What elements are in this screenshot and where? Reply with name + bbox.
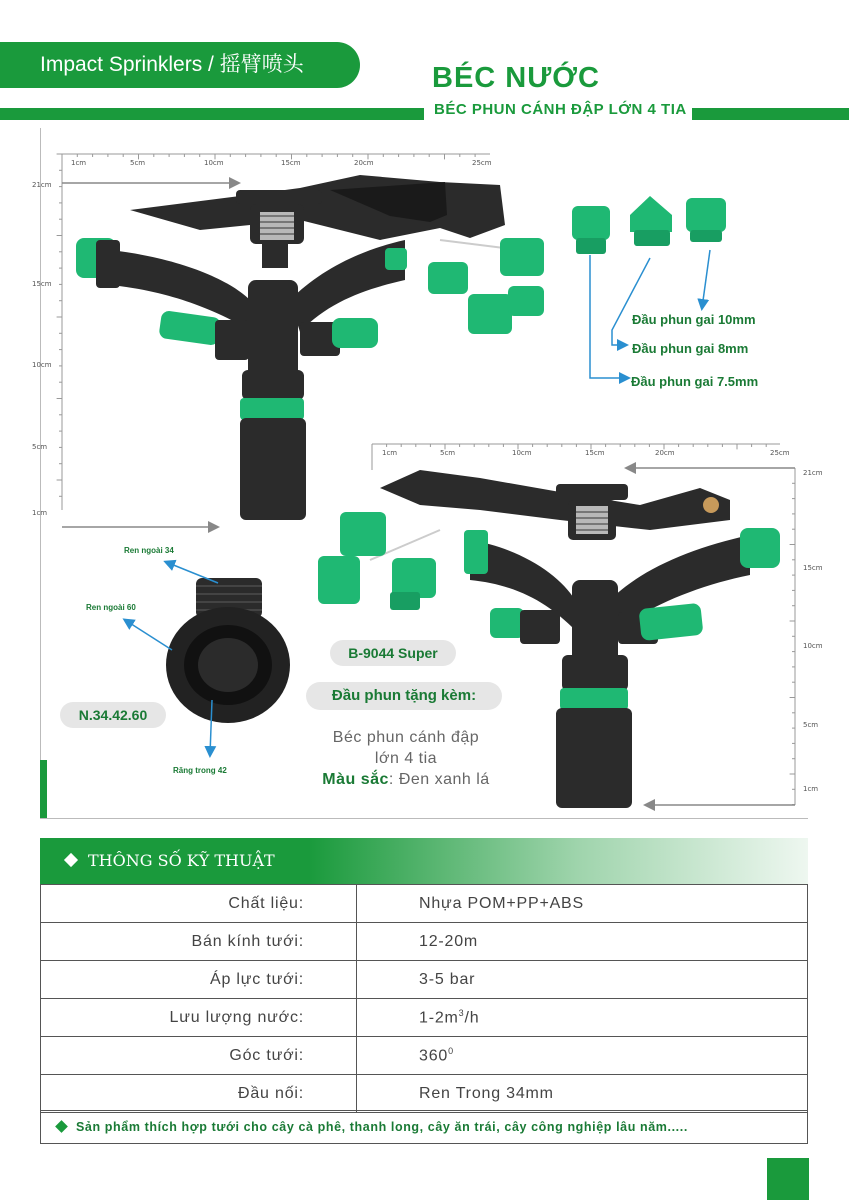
adapter-label-outer-60: Ren ngoài 60 [86, 603, 136, 612]
spec-table [40, 884, 808, 1113]
ruler-label: 5cm [803, 721, 819, 729]
adapter-pointer-arrow [125, 620, 172, 650]
ruler-label: 1cm [382, 449, 398, 457]
product-description [296, 729, 516, 789]
ruler-label: 1cm [71, 159, 87, 167]
spec-footer [40, 1110, 808, 1144]
table-row [41, 923, 808, 961]
ruler-label: 20cm [354, 159, 374, 167]
ruler-label: 5cm [32, 443, 48, 451]
ruler-label: 10cm [803, 642, 823, 650]
nozzle-tips-cluster-top [428, 238, 544, 334]
spec-value-suffix: /h [464, 1009, 480, 1027]
nozzle-tips-cluster-bottom [318, 512, 440, 610]
spec-key: Chất liệu: [41, 885, 357, 923]
spec-value: 12-20m [357, 923, 808, 961]
tip-label-10mm: Đầu phun gai 10mm [632, 312, 756, 327]
product-color [296, 771, 516, 789]
spec-key: Lưu lượng nước: [41, 999, 357, 1037]
spec-key: Bán kính tưới: [41, 923, 357, 961]
page-subtitle: BÉC PHUN CÁNH ĐẬP LỚN 4 TIA [434, 101, 687, 118]
table-row [41, 999, 808, 1037]
ruler-label: 10cm [512, 449, 532, 457]
nozzle-tip-8mm [630, 196, 672, 246]
spec-heading [40, 838, 808, 884]
tip-pointer-arrow [612, 258, 650, 345]
diamond-icon [55, 1120, 68, 1133]
color-label: Màu sắc [322, 771, 389, 788]
nozzle-tip-7-5mm [686, 198, 726, 242]
spec-value [357, 999, 808, 1037]
spec-value-sup: 0 [448, 1045, 454, 1056]
tip-pointer-arrow [702, 250, 710, 308]
ruler-label: 1cm [803, 785, 819, 793]
included-tips-badge: Đầu phun tặng kèm: [306, 682, 502, 710]
spec-heading-text: THÔNG SỐ KỸ THUẬT [88, 851, 275, 870]
ruler-label: 20cm [655, 449, 675, 457]
table-row [41, 1075, 808, 1113]
spec-value: Ren Trong 34mm [357, 1075, 808, 1113]
ruler-label: 10cm [32, 361, 52, 369]
spec-key: Đầu nối: [41, 1075, 357, 1113]
spec-key: Góc tưới: [41, 1037, 357, 1075]
spec-value: Nhựa POM+PP+ABS [357, 885, 808, 923]
spec-key: Áp lực tưới: [41, 961, 357, 999]
ruler-label: 15cm [281, 159, 301, 167]
ruler-label: 21cm [803, 469, 823, 477]
thread-adapter-image [166, 578, 290, 723]
ruler-label: 10cm [204, 159, 224, 167]
spec-value-main: 360 [419, 1047, 449, 1065]
model-badge: B-9044 Super [330, 640, 456, 666]
adapter-label-outer-34: Ren ngoài 34 [124, 546, 174, 555]
ruler-label: 25cm [770, 449, 790, 457]
sprinkler-image-front [76, 175, 505, 520]
adapter-code-badge: N.34.42.60 [60, 702, 166, 728]
adapter-label-inner-42: Răng trong 42 [173, 766, 227, 775]
ruler-label: 5cm [130, 159, 146, 167]
nozzle-tip-10mm [572, 206, 610, 254]
diamond-icon [64, 852, 78, 866]
description-line-1: Béc phun cánh đập [332, 729, 480, 746]
corner-accent [767, 1158, 809, 1200]
table-row [41, 885, 808, 923]
ruler-label: 25cm [472, 159, 492, 167]
ruler-label: 1cm [32, 509, 48, 517]
ruler-label: 15cm [585, 449, 605, 457]
spec-value-main: 1-2m [419, 1009, 459, 1027]
page-title: BÉC NƯỚC [432, 62, 600, 94]
ruler-label: 15cm [32, 280, 52, 288]
adapter-pointer-arrow [166, 562, 218, 583]
ruler-label: 21cm [32, 181, 52, 189]
spec-value [357, 1037, 808, 1075]
description-line-2: lớn 4 tia [374, 750, 438, 767]
ruler-label: 5cm [440, 449, 456, 457]
tip-label-7-5mm: Đầu phun gai 7.5mm [631, 374, 759, 389]
ruler-label: 15cm [803, 564, 823, 572]
tip-label-8mm: Đầu phun gai 8mm [632, 341, 749, 356]
spec-footer-text: Sản phẩm thích hợp tưới cho cây cà phê, thanh long, cây ăn trái, cây công nghiệp lâu năm..... [76, 1120, 688, 1134]
tip-pointer-arrow [590, 255, 628, 378]
table-row [41, 1037, 808, 1075]
category-tag: Impact Sprinklers / 摇臂喷头 [0, 42, 360, 88]
spec-value: 3-5 bar [357, 961, 808, 999]
spec-value-sup: 3 [458, 1007, 465, 1018]
color-value: : Đen xanh lá [388, 771, 490, 788]
table-row [41, 961, 808, 999]
